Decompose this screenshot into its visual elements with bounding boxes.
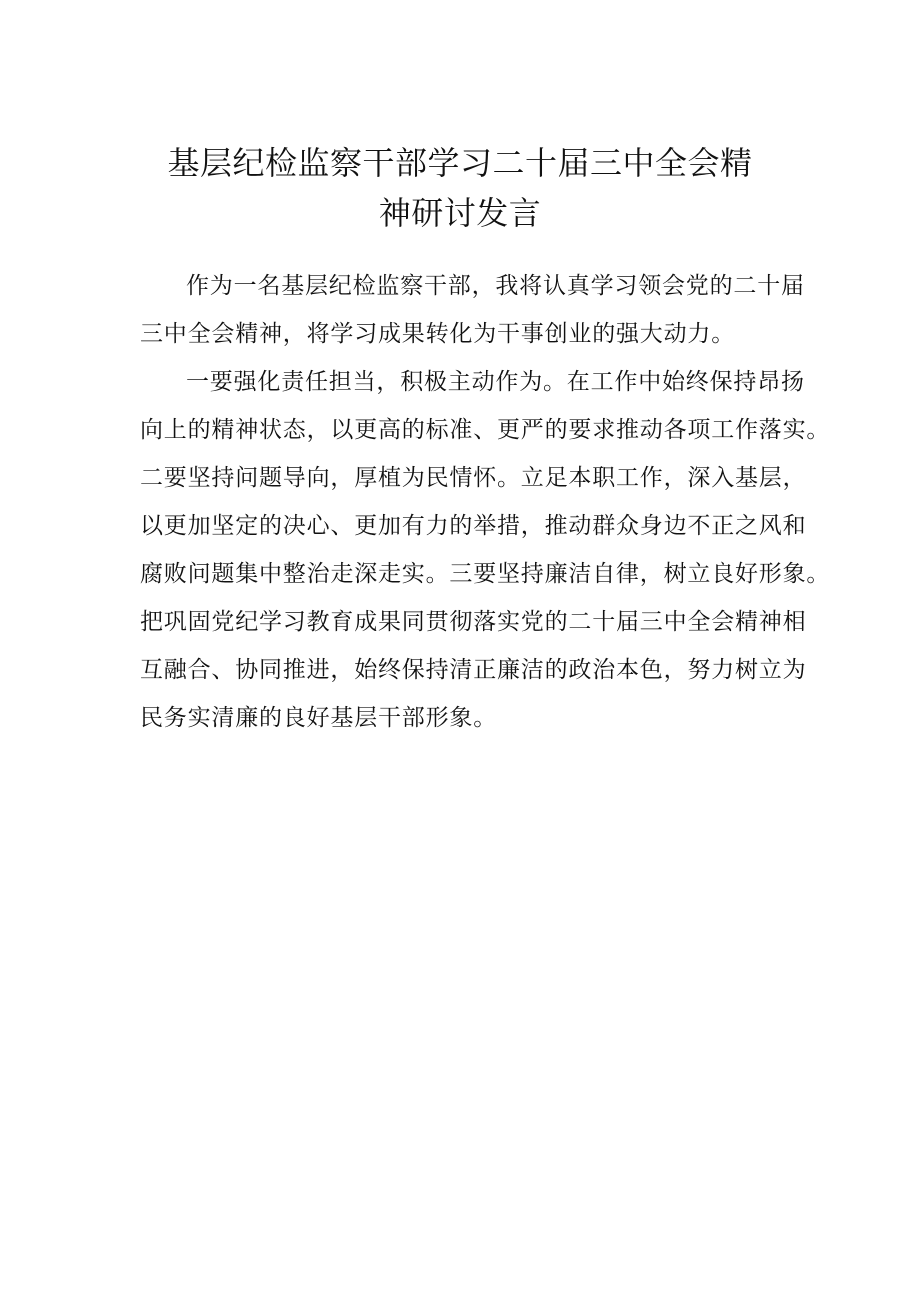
body-line-6: 以更加坚定的决心、更加有力的举措，推动群众身边不正之风和 — [140, 513, 807, 539]
document-body — [140, 262, 831, 742]
body-line-3: 一要强化责任担当，积极主动作为。在工作中始终保持昂扬 — [186, 369, 805, 395]
title-line-2: 神研讨发言 — [378, 194, 542, 232]
body-line-5: 二要坚持问题导向，厚植为民情怀。立足本职工作，深入基层， — [140, 465, 807, 491]
body-line-1: 作为一名基层纪检监察干部，我将认真学习领会党的二十届 — [186, 273, 805, 299]
body-line-8: 把巩固党纪学习教育成果同贯彻落实党的二十届三中全会精神相 — [140, 609, 807, 635]
body-line-4: 向上的精神状态，以更高的标准、更严的要求推动各项工作落实。 — [140, 417, 831, 443]
document-title — [100, 138, 820, 238]
body-line-10: 民务实清廉的良好基层干部形象。 — [140, 705, 497, 731]
body-line-7: 腐败问题集中整治走深走实。三要坚持廉洁自律，树立良好形象。 — [140, 561, 831, 587]
body-line-2: 三中全会精神，将学习成果转化为干事创业的强大动力。 — [140, 321, 735, 347]
title-line-1: 基层纪检监察干部学习二十届三中全会精 — [167, 144, 753, 182]
body-line-9: 互融合、协同推进，始终保持清正廉洁的政治本色，努力树立为 — [140, 657, 807, 683]
